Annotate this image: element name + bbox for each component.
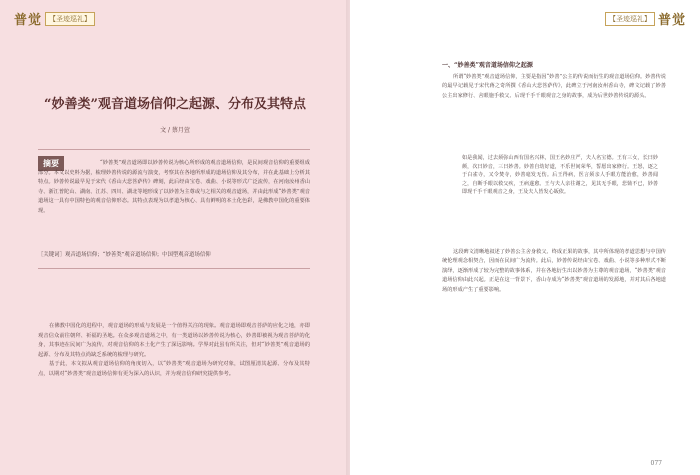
body-paragraph: 所谓“妙善类”观音道场信仰，主要是指因“妙善”公主的传说而衍生的观音道场信仰。妙善传说的最早记载见于宋代蒋之奇所撰《香山大悲菩萨传》，此碑立于河南汝州香山寺，碑文记载了妙善公主出家修行、舍眼施手救父、后现千手千眼观音之身的故事，成为后世妙善传说的源头。: [442, 74, 666, 99]
left-body-text: [38, 322, 310, 380]
article-title: “妙善类”观音道场信仰之起源、分布及其特点: [44, 97, 306, 112]
right-paragraph-2: [442, 248, 666, 295]
body-paragraph: 在佛教中国化的进程中，观音道场的形成与发展是一个值得关注的现象。观音道场即观音菩萨的应化之地，亦即观音信众前往朝拜、祈福的圣地。在众多观音道场之中，有一类道场以妙善传说为核心，妙善即被视为观音菩萨的化身，其事迹在民间广为流传，对观音信仰的本土化产生了深远影响。学界对此虽有所关注，但对“妙善类”观音道场的起源、分布及其特点尚缺乏系统的梳理与研究。: [38, 323, 310, 358]
brand-header-right: [605, 9, 686, 28]
brand-logo-text: 普觉: [14, 13, 43, 28]
keywords: ［关键词］观音道场信仰；“妙善类”观音道场信仰；中国型观音道场信仰: [38, 252, 211, 258]
quoted-passage: 如是我闻，过去须弥山西有国名兴林，国王名妙庄严，夫人名宝德。王有三女，长曰妙颜，次曰妙音，三曰妙善。妙善自幼好道，不乐世间荣华，誓愿出家修行。王怒，逐之于白雀寺，又令焚寺，妙善毫发无伤。后王得病，医言须亲人手眼方能治愈，妙善闻之，自断手眼以救父疾，王病遂愈。王与夫人亲往谢之，见其无手眼，悲恸不已，妙善即现千手千眼观音之身，王及夫人皆发心皈依。: [462, 155, 658, 196]
article-author: 文 / 蔡月萱: [160, 127, 190, 134]
right-paragraph-1: [442, 73, 666, 101]
column-label: 【圣迹巡礼】: [45, 12, 95, 26]
abstract-text: “妙善类”观音道场即以妙善传说为核心所形成的观音道场信仰，是民间观音信仰的重要组成部分。本文以史料为据，梳理妙善传说的源流与演变，考察其在各地所形成的道场信仰及其分布，并在此基础上分析其特点。妙善传说最早见于宋代《香山大悲菩萨传》碑刻，此后经由宝卷、戏曲、小说等形式广泛流传，在河南汝州香山寺、浙江普陀山、湖南、江苏、四川、湖北等地形成了以妙善为主尊或与之相关的观音道场，并由此形成“妙善类”观音道场这一具有中国特色的观音信仰形态。其特点表现为以孝道为核心、具有鲜明的本土化色彩，是佛教中国化的重要体现。: [38, 160, 310, 214]
column-label: 【圣迹巡礼】: [605, 12, 655, 26]
section-heading: 一、“妙善类”观音道场信仰之起源: [442, 62, 533, 69]
brand-logo-text: 普觉: [657, 13, 686, 28]
body-paragraph: 基于此，本文拟从观音道场信仰的角度切入，以“妙善类”观音道场为研究对象，试图厘清其起源、分布及其特点，以期对“妙善类”观音道场信仰有更为深入的认识，并为观音信仰研究提供参考。: [38, 361, 310, 377]
page-number: 077: [650, 460, 662, 467]
abstract-box: [38, 149, 310, 269]
abstract-label: 摘要: [38, 156, 64, 171]
body-paragraph: 这段碑文清晰地叙述了妙善公主舍身救父、终成正果的故事，其中所体现的孝道思想与中国传统伦理观念相契合，因而在民间广为流传。此后，妙善传说经由宝卷、戏曲、小说等多种形式不断演绎，逐渐形成了较为完整的故事体系，并在各地衍生出以妙善为主尊的观音道场，“妙善类”观音道场信仰由此兴起。正是在这一背景下，香山寺成为“妙善类”观音道场的发源地，并对其后各地道场的形成产生了重要影响。: [442, 249, 666, 293]
brand-header-left: [14, 9, 95, 28]
right-page: [350, 0, 700, 475]
